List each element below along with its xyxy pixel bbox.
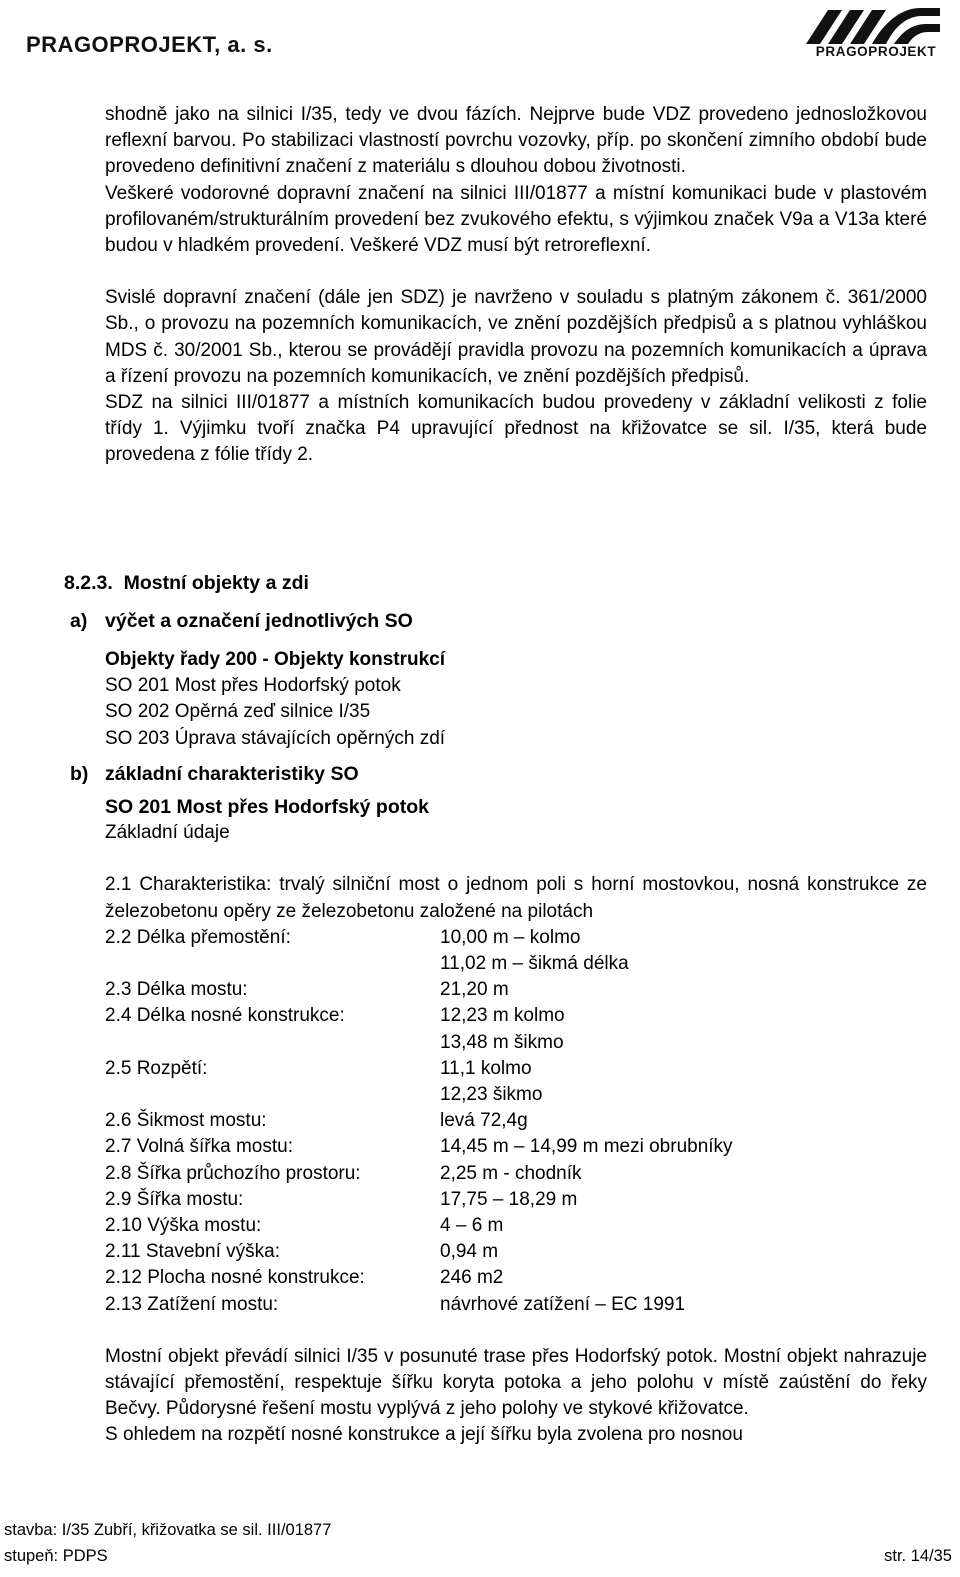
page-header	[0, 0, 960, 78]
part-b-label: b)	[70, 763, 89, 785]
parameter-value: 0,94 m	[440, 1241, 499, 1263]
parameter-value: 246 m2	[440, 1267, 504, 1289]
parameter-row	[105, 925, 927, 951]
section-title: Mostní objekty a zdi	[123, 572, 309, 594]
parameter-value: 4 – 6 m	[440, 1215, 504, 1237]
paragraph: Mostní objekt převádí silnici I/35 v posunuté trase přes Hodorfský potok. Mostní objekt nahrazuje stávající přemostění, respektuje šířku koryta potoka a jeho polohu v místě zaústění do řeky Bečvy. Půdorysné řešení mostu vyplývá z jeho polohy ve stykové křižovatce.	[105, 1345, 927, 1420]
parameter-label: 2.6 Šikmost mostu:	[105, 1110, 267, 1132]
list-item: SO 203 Úprava stávajících opěrných zdí	[105, 727, 446, 749]
so201-block	[105, 794, 927, 1449]
parameter-label: 2.10 Výška mostu:	[105, 1215, 262, 1237]
parameter-value: 12,23 šikmo	[440, 1084, 543, 1106]
section-heading	[64, 572, 309, 595]
paragraph: shodně jako na silnici I/35, tedy ve dvou fázích. Nejprve bude VDZ provedeno jednosložkovou reflexní barvou. Po stabilizaci vlastností povrchu vozovky, příp. po skončení zimního období bude provedeno definitivní značení z materiálu s dlouhou dobou životnosti.	[105, 104, 927, 178]
list-item: SO 201 Most přes Hodorfský potok	[105, 675, 401, 697]
parameter-row	[105, 1003, 927, 1029]
parameter-value: 13,48 m šikmo	[440, 1031, 564, 1053]
footer-stupen: stupeň: PDPS	[4, 1547, 108, 1565]
characteristics-paragraph: 2.1 Charakteristika: trvalý silniční most o jednom poli s horní mostovkou, nosná konstrukce ze železobetonu opěry ze železobetonu založené na pilotách	[105, 874, 927, 922]
parameter-row	[105, 1187, 927, 1213]
parameter-label: 2.9 Šířka mostu:	[105, 1188, 244, 1210]
parameter-row	[105, 977, 927, 1003]
paragraph: SDZ na silnici III/01877 a místních komunikacích budou provedeny v základní velikosti z folie třídy 1. Výjimku tvoří značka P4 upravující přednost na křižovatce se sil. I/35, která bude provedena z fólie třídy 2.	[105, 392, 927, 466]
parameter-label: 2.2 Délka přemostění:	[105, 926, 291, 948]
page-number: str. 14/35	[884, 1547, 952, 1565]
parameter-label: 2.11 Stavební výška:	[105, 1241, 280, 1263]
parameter-label: 2.3 Délka mostu:	[105, 979, 248, 1001]
company-name: PRAGOPROJEKT, a. s.	[26, 32, 273, 57]
parameter-value: 10,00 m – kolmo	[440, 926, 581, 948]
part-a-title: výčet a označení jednotlivých SO	[105, 610, 413, 632]
parameter-value: 11,1 kolmo	[440, 1057, 532, 1079]
body-text-top	[105, 102, 927, 469]
paragraph: Veškeré vodorovné dopravní značení na silnici III/01877 a místní komunikaci bude v plastovém profilovaném/strukturálním provedení bez zvukového efektu, s výjimkou značek V9a a V13a které budou v hladkém provedení. Veškeré VDZ musí být retroreflexní.	[105, 182, 927, 257]
parameter-label: 2.5 Rozpětí:	[105, 1057, 208, 1079]
parameter-label: 2.12 Plocha nosné konstrukce:	[105, 1267, 365, 1289]
list-item: SO 202 Opěrná zeď silnice I/35	[105, 701, 371, 723]
group-title: Objekty řady 200 - Objekty konstrukcí	[105, 649, 446, 670]
paragraph: S ohledem na rozpětí nosné konstrukce a její šířku byla zvolena pro nosnou	[105, 1424, 743, 1446]
parameter-row	[105, 1056, 927, 1082]
parameter-row	[105, 1213, 927, 1239]
parameter-label: 2.4 Délka nosné konstrukce:	[105, 1005, 345, 1027]
parameter-value: levá 72,4g	[440, 1110, 528, 1132]
parameter-table	[105, 925, 927, 1318]
part-a-label: a)	[70, 610, 88, 632]
parameter-row	[105, 1030, 927, 1056]
parameter-label	[105, 1082, 440, 1108]
parameter-row	[105, 1134, 927, 1160]
parameter-row	[105, 1239, 927, 1265]
part-b-title: základní charakteristiky SO	[105, 763, 359, 785]
parameter-row	[105, 1292, 927, 1318]
parameter-row	[105, 1265, 927, 1291]
paragraph: Svislé dopravní značení (dále jen SDZ) je navrženo v souladu s platným zákonem č. 361/2000 Sb., o provozu na pozemních komunikacích, ve znění pozdějších předpisů a s platnou vyhláškou MDS č. 30/2001 Sb., kterou se provádějí pravidla provozu na pozemních komunikacích a úprava a řízení provozu na pozemních komunikacích, ve znění pozdějších předpisů.	[105, 287, 927, 387]
parameter-value: 2,25 m - chodník	[440, 1162, 582, 1184]
parameter-row	[105, 1082, 927, 1108]
section-number: 8.2.3.	[64, 572, 113, 594]
parameter-value: 21,20 m	[440, 979, 509, 1001]
parameter-label	[105, 1030, 440, 1056]
parameter-value: 12,23 m kolmo	[440, 1005, 565, 1027]
parameter-label: 2.7 Volná šířka mostu:	[105, 1136, 293, 1158]
parameter-value: návrhové zatížení – EC 1991	[440, 1293, 686, 1315]
object-title: SO 201 Most přes Hodorfský potok	[105, 796, 429, 818]
parameter-value: 14,45 m – 14,99 m mezi obrubníky	[440, 1136, 733, 1158]
parameter-value: 17,75 – 18,29 m	[440, 1188, 578, 1210]
parameter-row	[105, 951, 927, 977]
logo-wordmark: PRAGOPROJEKT	[815, 44, 937, 59]
parameter-label: 2.8 Šířka průchozího prostoru:	[105, 1162, 361, 1184]
footer-stavba: stavba: I/35 Zubří, křižovatka se sil. III/01877	[4, 1521, 332, 1539]
object-subtitle: Základní údaje	[105, 822, 230, 844]
parameter-label: 2.13 Zatížení mostu:	[105, 1293, 279, 1315]
parameter-label	[105, 951, 440, 977]
parameter-value: 11,02 m – šikmá délka	[440, 953, 629, 975]
parameter-row	[105, 1108, 927, 1134]
parameter-row	[105, 1161, 927, 1187]
so-list	[105, 647, 445, 752]
